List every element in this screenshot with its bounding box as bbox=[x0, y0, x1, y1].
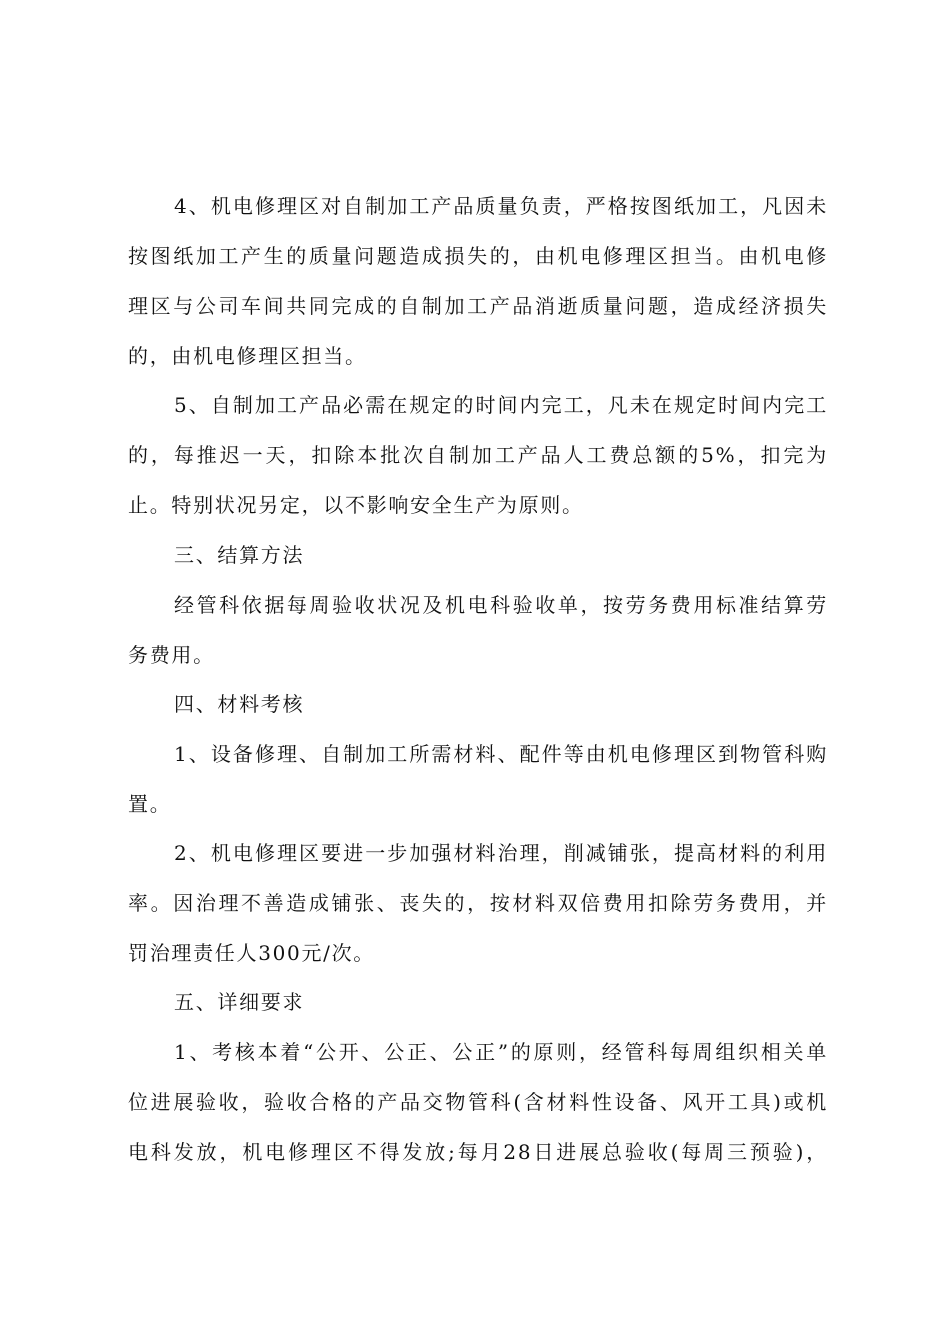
text-line: 2、机电修理区要进一步加强材料治理，削减铺张，提高材料的利用 bbox=[174, 841, 828, 865]
text-line: 理区与公司车间共同完成的自制加工产品消逝质量问题，造成经济损失 bbox=[128, 294, 828, 318]
text-line: 罚治理责任人300元/次。 bbox=[128, 941, 376, 965]
text-line: 置。 bbox=[128, 792, 172, 816]
text-line: 的，每推迟一天，扣除本批次自制加工产品人工费总额的5%，扣完为 bbox=[128, 443, 828, 467]
text-line: 1、考核本着“公开、公正、公正”的原则，经管科每周组织相关单 bbox=[174, 1040, 828, 1064]
text-line: 率。因治理不善造成铺张、丧失的，按材料双倍费用扣除劳务费用，并 bbox=[128, 891, 828, 915]
paragraph-settlement bbox=[128, 580, 828, 680]
heading-text: 三、结算方法 bbox=[174, 543, 305, 567]
text-line: 止。特别状况另定，以不影响安全生产为原则。 bbox=[128, 493, 584, 517]
text-line: 经管科依据每周验收状况及机电科验收单，按劳务费用标准结算劳 bbox=[174, 593, 828, 617]
paragraph-requirements-1 bbox=[128, 1027, 828, 1177]
heading-text: 五、详细要求 bbox=[174, 990, 305, 1014]
paragraph-item-5 bbox=[128, 380, 828, 530]
text-line: 1、设备修理、自制加工所需材料、配件等由机电修理区到物管科购 bbox=[174, 742, 828, 766]
text-line: 位进展验收，验收合格的产品交物管科(含材料性设备、风开工具)或机 bbox=[128, 1090, 828, 1114]
text-line: 5、自制加工产品必需在规定的时间内完工，凡未在规定时间内完工 bbox=[174, 393, 828, 417]
paragraph-item-4 bbox=[128, 181, 828, 381]
section-heading-requirements bbox=[128, 977, 828, 1027]
paragraph-materials-1 bbox=[128, 729, 828, 829]
section-heading-materials bbox=[128, 679, 828, 729]
text-line: 4、机电修理区对自制加工产品质量负责，严格按图纸加工，凡因未 bbox=[174, 194, 828, 218]
text-line: 务费用。 bbox=[128, 643, 215, 667]
text-line: 电科发放，机电修理区不得发放;每月28日进展总验收(每周三预验)， bbox=[128, 1140, 828, 1164]
text-line: 按图纸加工产生的质量问题造成损失的，由机电修理区担当。由机电修 bbox=[128, 244, 828, 268]
paragraph-materials-2 bbox=[128, 828, 828, 978]
text-line: 的，由机电修理区担当。 bbox=[128, 344, 367, 368]
heading-text: 四、材料考核 bbox=[174, 692, 305, 716]
section-heading-settlement bbox=[128, 530, 828, 580]
